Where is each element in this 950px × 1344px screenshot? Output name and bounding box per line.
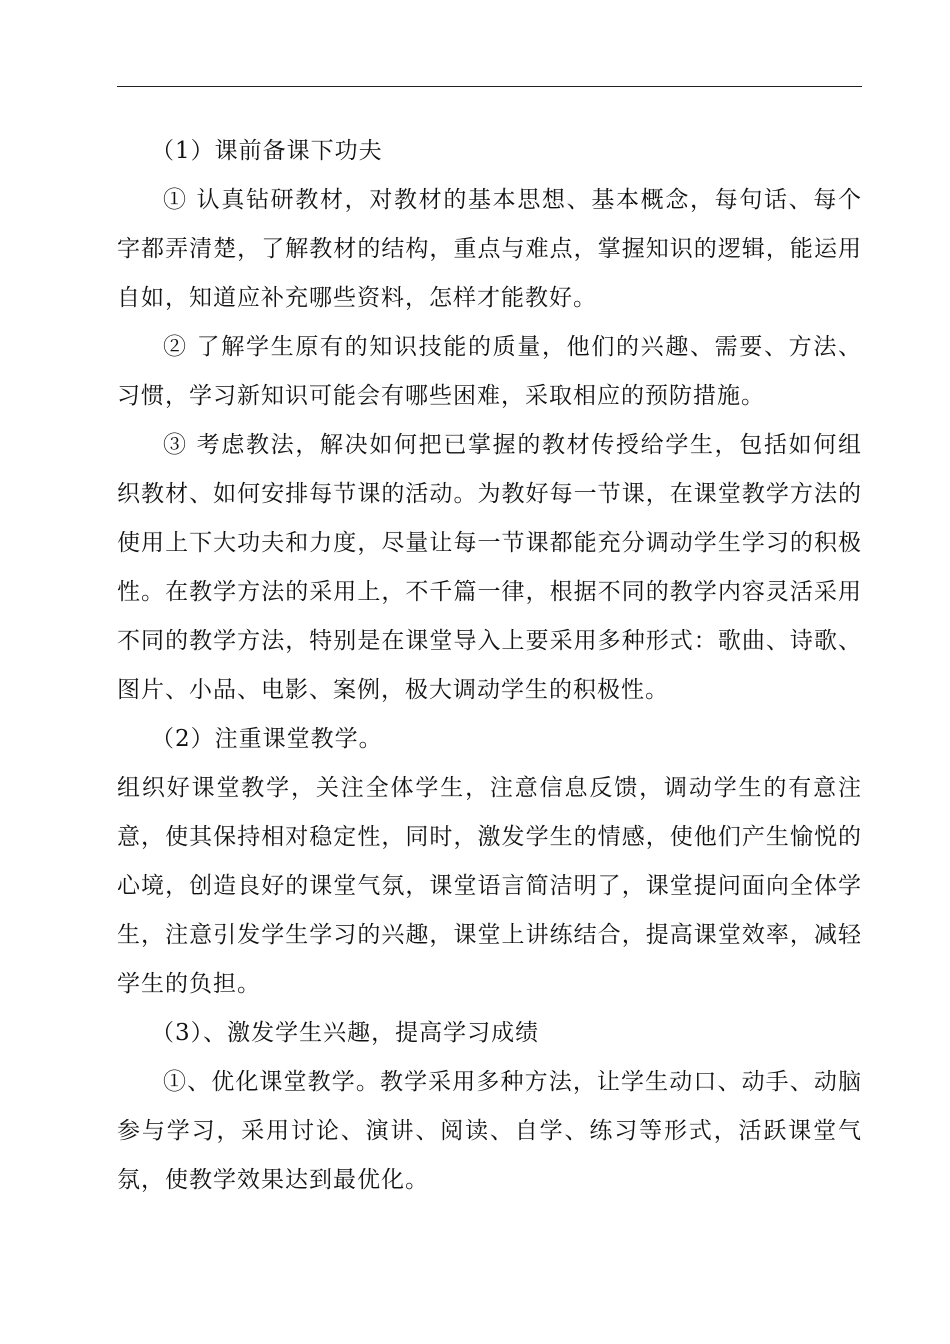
header-rule	[117, 86, 862, 87]
document-body	[117, 127, 862, 1205]
paragraph-classroom-teaching: 组织好课堂教学，关注全体学生，注意信息反馈，调动学生的有意注意，使其保持相对稳定性，同时，激发学生的情感，使他们产生愉悦的心境，创造良好的课堂气氛，课堂语言简洁明了，课堂提问面向全体学生，注意引发学生学习的兴趣，课堂上讲练结合，提高课堂效率，减轻学生的负担。	[117, 775, 862, 997]
section-heading-2: （2）注重课堂教学。	[151, 726, 383, 752]
paragraph-study-textbook: ① 认真钻研教材，对教材的基本思想、基本概念，每句话、每个字都弄清楚，了解教材的结构，重点与难点，掌握知识的逻辑，能运用自如，知道应补充哪些资料，怎样才能教好。	[117, 187, 862, 311]
section-heading-3: （3）、激发学生兴趣，提高学习成绩	[151, 1020, 540, 1046]
paragraph-understand-students: ② 了解学生原有的知识技能的质量，他们的兴趣、需要、方法、习惯，学习新知识可能会有哪些困难，采取相应的预防措施。	[117, 334, 862, 409]
paragraph-teaching-methods: ③ 考虑教法，解决如何把已掌握的教材传授给学生，包括如何组织教材、如何安排每节课的活动。为教好每一节课，在课堂教学方法的使用上下大功夫和力度，尽量让每一节课都能充分调动学生学习的积极性。在教学方法的采用上，不千篇一律，根据不同的教学内容灵活采用不同的教学方法，特别是在课堂导入上要采用多种形式：歌曲、诗歌、图片、小品、电影、案例，极大调动学生的积极性。	[117, 432, 862, 703]
section-heading-1: （1）课前备课下功夫	[151, 138, 383, 164]
paragraph-optimize-teaching: ①、优化课堂教学。教学采用多种方法，让学生动口、动手、动脑参与学习，采用讨论、演讲、阅读、自学、练习等形式，活跃课堂气氛，使教学效果达到最优化。	[117, 1069, 862, 1193]
